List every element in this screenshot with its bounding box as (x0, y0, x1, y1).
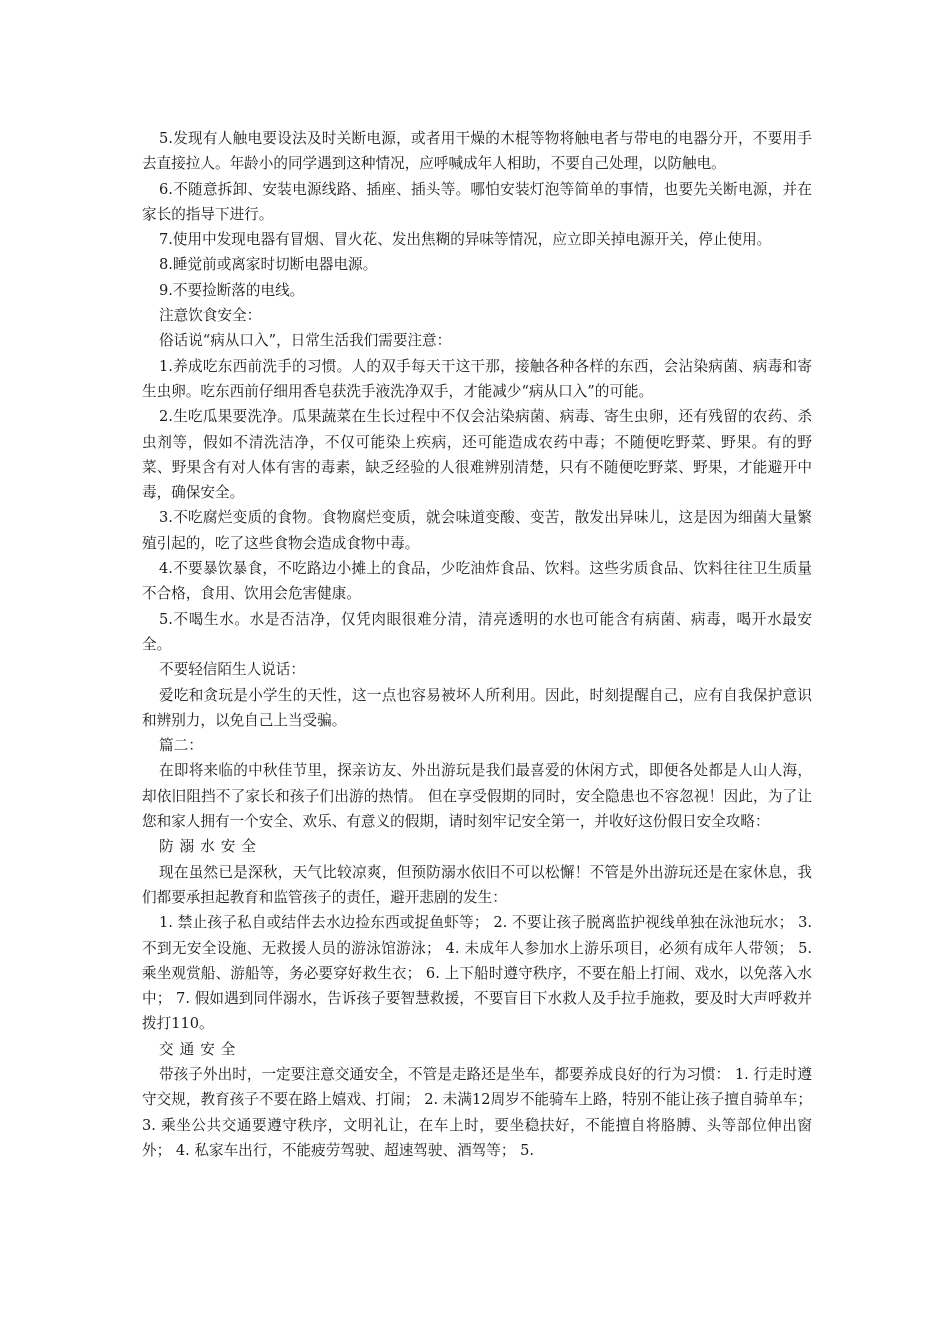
paragraph-drowning-intro: 现在虽然已是深秋，天气比较凉爽，但预防溺水依旧不可以松懈！不管是外出游玩还是在家休息，我们都要承担起教育和监管孩子的责任，避开悲剧的发生： (142, 863, 812, 906)
section-heading-traffic: 交通安全 (159, 1040, 242, 1058)
paragraph-electric-8: 8.睡觉前或离家时切断电器电源。 (159, 256, 378, 274)
section-heading-drowning: 防溺水安全 (159, 838, 262, 856)
paragraph-strangers: 爱吃和贪玩是小学生的天性，这一点也容易被坏人所利用。因此，时刻提醒自己，应有自我保护意识和辨别力，以免自己上当受骗。 (142, 686, 812, 729)
paragraph-electric-7: 7.使用中发现电器有冒烟、冒火花、发出焦糊的异味等情况，应立即关掉电源开关，停止使用。 (159, 231, 772, 249)
paragraph-food-1: 1.养成吃东西前洗手的习惯。人的双手每天干这干那，接触各种各样的东西，会沾染病菌、病毒和寄生虫卵。吃东西前仔细用香皂获洗手液洗净双手，才能减少“病从口入”的可能。 (142, 357, 812, 400)
paragraph-electric-6: 6.不随意拆卸、安装电源线路、插座、插头等。哪怕安装灯泡等简单的事情，也要先关断电源，并在家长的指导下进行。 (142, 180, 812, 223)
paragraph-food-5: 5.不喝生水。水是否洁净，仅凭肉眼很难分清，清亮透明的水也可能含有病菌、病毒，喝开水最安全。 (142, 610, 812, 653)
paragraph-drowning-list: 1. 禁止孩子私自或结伴去水边捡东西或捉鱼虾等； 2. 不要让孩子脱离监护视线单独在泳池玩水； 3. 不到无安全设施、无救援人员的游泳馆游泳； 4. 未成年人参加水上游乐项目，必须有成年人带领； 5. 乘坐观赏船、游船等，务必要穿好救生衣； 6. 上下船时遵守秩序，不要在船上打闹、戏水，以免落入水中； 7. 假如遇到同伴溺水，告诉孩子要智慧救援，不要盲目下水救人及手拉手施救，要及时大声呼救并拨打110。 (142, 914, 812, 1033)
paragraph-food-3: 3.不吃腐烂变质的食物。食物腐烂变质，就会味道变酸、变苦，散发出异味儿，这是因为细菌大量繁殖引起的，吃了这些食物会造成食物中毒。 (142, 509, 812, 552)
section-heading-part-two: 篇二： (159, 737, 203, 755)
paragraph-food-intro: 俗话说“病从口入”，日常生活我们需要注意： (159, 332, 452, 350)
section-heading-food-safety: 注意饮食安全： (159, 307, 262, 325)
section-heading-strangers: 不要轻信陌生人说话： (159, 661, 305, 679)
paragraph-food-4: 4.不要暴饮暴食，不吃路边小摊上的食品，少吃油炸食品、饮料。这些劣质食品、饮料往往卫生质量不合格，食用、饮用会危害健康。 (142, 560, 812, 603)
paragraph-food-2: 2.生吃瓜果要洗净。瓜果蔬菜在生长过程中不仅会沾染病菌、病毒、寄生虫卵，还有残留的农药、杀虫剂等，假如不清洗洁净，不仅可能染上疾病，还可能造成农药中毒；不随便吃野菜、野果。有的野菜、野果含有对人体有害的毒素，缺乏经验的人很难辨别清楚，只有不随便吃野菜、野果，才能避开中毒，确保安全。 (142, 408, 812, 502)
paragraph-electric-5: 5.发现有人触电要设法及时关断电源，或者用干燥的木棍等物将触电者与带电的电器分开，不要用手去直接拉人。年龄小的同学遇到这种情况，应呼喊成年人相助，不要自己处理，以防触电。 (142, 130, 812, 173)
document-page (142, 126, 812, 1163)
paragraph-holiday-intro: 在即将来临的中秋佳节里，探亲访友、外出游玩是我们最喜爱的休闲方式，即便各处都是人山人海，却依旧阻挡不了家长和孩子们出游的热情。 但在享受假期的同时，安全隐患也不容忽视！因此，为了让您和家人拥有一个安全、欢乐、有意义的假期，请时刻牢记安全第一，并收好这份假日安全攻略： (142, 762, 812, 831)
paragraph-electric-9: 9.不要捡断落的电线。 (159, 281, 305, 299)
paragraph-traffic: 带孩子外出时，一定要注意交通安全，不管是走路还是坐车，都要养成良好的行为习惯： 1. 行走时遵守交规，教育孩子不要在路上嬉戏、打闹； 2. 未满12周岁不能骑车上路，特别不能让孩子擅自骑单车； 3. 乘坐公共交通要遵守秩序，文明礼让，在车上时，要坐稳扶好，不能擅自将胳膊、头等部位伸出窗外； 4. 私家车出行，不能疲劳驾驶、超速驾驶、酒驾等； 5. (142, 1065, 812, 1159)
